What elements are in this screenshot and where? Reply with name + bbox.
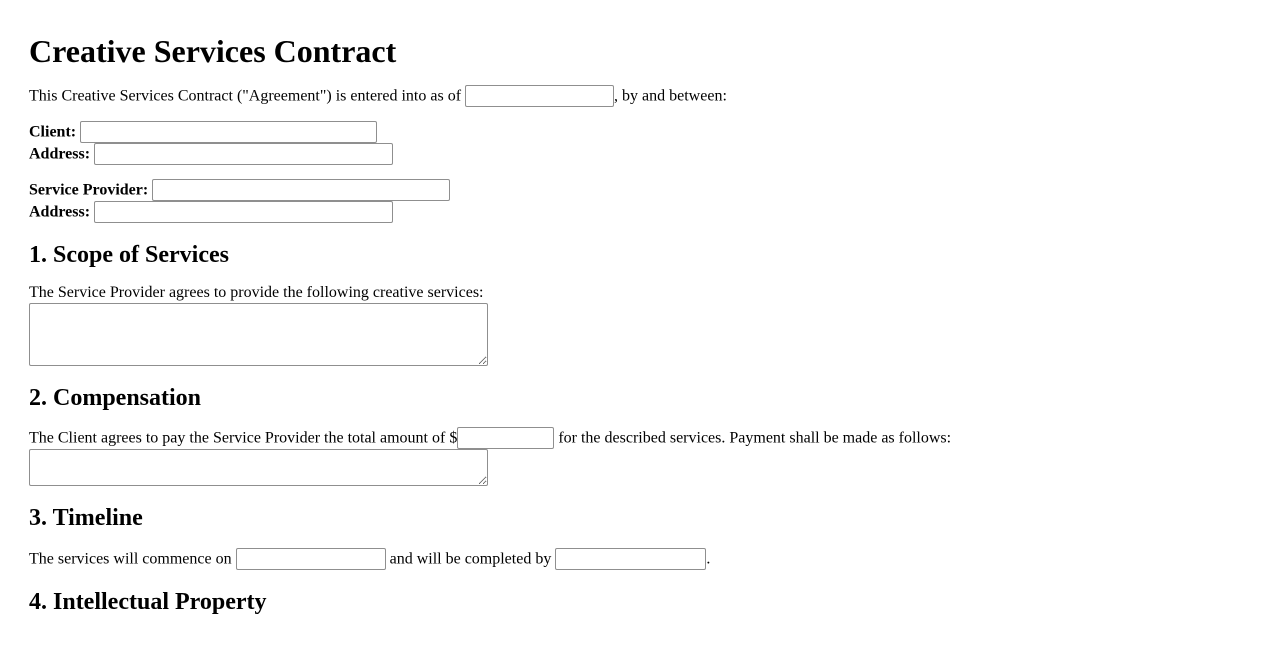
provider-address-label: Address: — [29, 203, 91, 221]
scope-prompt: The Service Provider agrees to provide the following creative services: — [29, 284, 484, 302]
timeline-text-after-end: . — [706, 550, 711, 568]
timeline-section-heading: 3. Timeline — [29, 505, 143, 532]
intellectual-property-section-heading: 4. Intellectual Property — [29, 588, 267, 615]
provider-address-input[interactable] — [94, 201, 393, 223]
intro-paragraph — [29, 85, 1248, 107]
scope-section-heading: 1. Scope of Services — [29, 241, 229, 268]
compensation-text-before-amount: The Client agrees to pay the Service Provider the total amount of $ — [29, 429, 458, 447]
total-amount-input[interactable] — [457, 427, 554, 449]
payment-terms-textarea[interactable] — [29, 449, 488, 486]
page-title: Creative Services Contract — [29, 33, 397, 69]
compensation-block — [29, 427, 1248, 486]
client-block — [29, 121, 1248, 165]
client-address-input[interactable] — [94, 143, 393, 165]
provider-block — [29, 179, 1248, 223]
compensation-text-after-amount: for the described services. Payment shall be made as follows: — [554, 429, 952, 447]
timeline-text-between-dates: and will be completed by — [385, 550, 556, 568]
client-label: Client: — [29, 123, 77, 141]
intro-text-before-date: This Creative Services Contract ("Agreement") is entered into as of — [29, 87, 466, 105]
end-date-input[interactable] — [555, 548, 706, 570]
compensation-section-heading: 2. Compensation — [29, 384, 202, 411]
client-name-input[interactable] — [80, 121, 377, 143]
timeline-text-before-start: The services will commence on — [29, 550, 236, 568]
timeline-block — [29, 548, 1248, 570]
provider-name-input[interactable] — [152, 179, 450, 201]
scope-block — [29, 284, 1248, 365]
intro-text-after-date: , by and between: — [614, 87, 727, 105]
client-address-label: Address: — [29, 145, 91, 163]
effective-date-input[interactable] — [465, 85, 614, 107]
provider-label: Service Provider: — [29, 181, 149, 199]
start-date-input[interactable] — [236, 548, 386, 570]
scope-of-services-textarea[interactable] — [29, 303, 488, 366]
